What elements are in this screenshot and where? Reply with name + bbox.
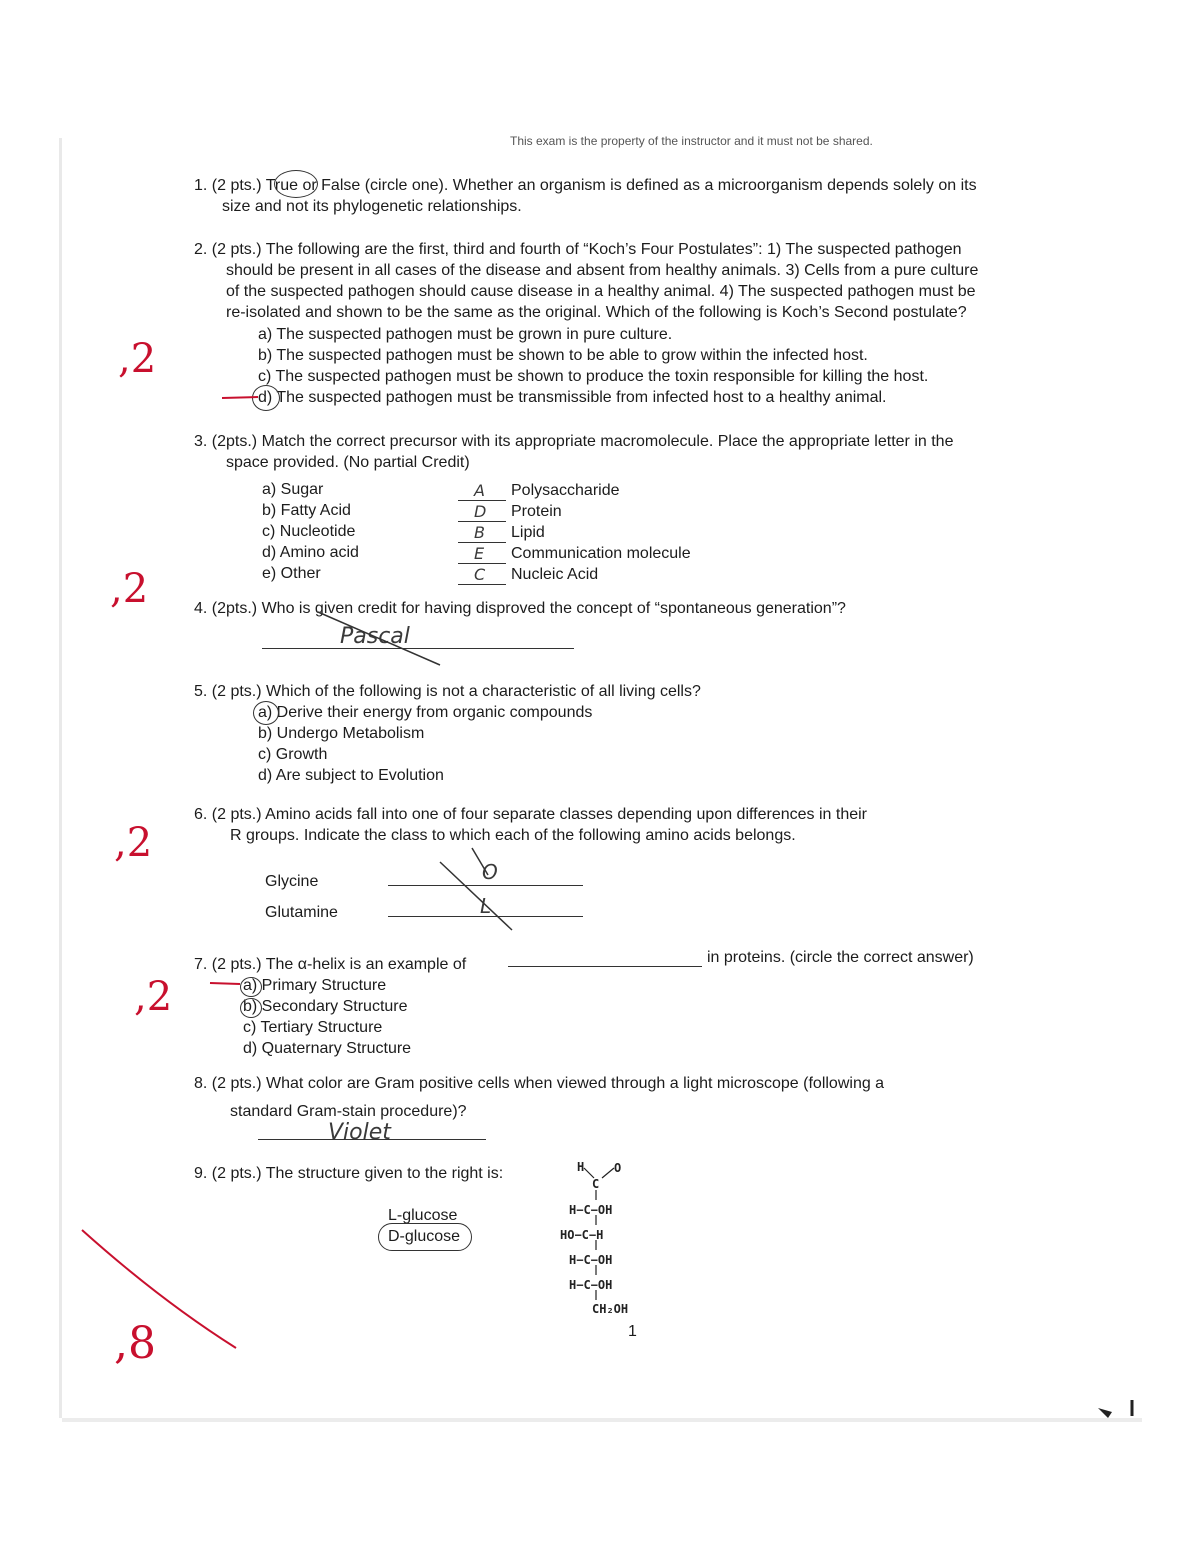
fischer-c4: H−C−OH [569,1253,613,1267]
fischer-o-top: O [614,1161,622,1175]
q5-option-b: b) Undergo Metabolism [258,725,425,742]
grader-mark-3: ,2 [114,820,153,866]
q7-option-a: a) Primary Structure [243,977,387,994]
fischer-c1: C [592,1177,600,1191]
q3-precursor-d: d) Amino acid [262,544,359,561]
q1-line1: 1. (2 pts.) True or False (circle one). Whether an organism is defined as a microorganism depends solely on its [194,177,977,194]
fischer-c6: CH₂OH [592,1302,629,1316]
q5-line1: 5. (2 pts.) Which of the following is not a characteristic of all living cells? [194,683,701,700]
q6-line1: 6. (2 pts.) Amino acids fall into one of four separate classes depending upon differences in their [194,806,867,823]
q3-macromolecule-4: Communication molecule [511,545,691,562]
q9-option-d: D-glucose [388,1228,461,1245]
q2-line2: should be present in all cases of the disease and absent from healthy animals. 3) Cells from a pure culture [226,262,979,279]
q2-line4: re-isolated and shown to be the same as the original. Which of the following is Koch’s Second postulate? [226,304,967,321]
q3-macromolecule-5: Nucleic Acid [511,566,599,583]
q3-answer-1: A [474,481,485,500]
fischer-c2: H−C−OH [569,1203,613,1217]
q7-line1-end: in proteins. (circle the correct answer) [707,949,974,966]
grader-mark-2: ,2 [110,566,149,612]
q3-macromolecule-1: Polysaccharide [511,482,620,499]
q7-line1: 7. (2 pts.) The α-helix is an example of [194,956,467,973]
q2-option-d: d) The suspected pathogen must be transmissible from infected host to a healthy animal. [258,389,887,406]
q3-macromolecule-3: Lipid [511,524,545,541]
q6-item-glycine: Glycine [265,873,319,890]
q3-answer-2: D [474,502,487,521]
q7-option-d: d) Quaternary Structure [243,1040,412,1057]
grader-mark-5: ,8 [114,1318,156,1369]
q6-check-stroke [440,862,512,930]
q2-option-b: b) The suspected pathogen must be shown to be able to grow within the infected host. [258,347,868,364]
fischer-c3: HO−C−H [560,1228,604,1242]
q6-line2: R groups. Indicate the class to which each of the following amino acids belongs. [230,827,796,844]
q3-precursor-b: b) Fatty Acid [262,502,351,519]
q2-option-c: c) The suspected pathogen must be shown to produce the toxin responsible for killing the host. [258,368,929,385]
q6-check-stroke-2 [472,848,488,875]
q3-answer-5: C [474,565,486,584]
grader-mark-4: ,2 [134,974,173,1020]
q8-line1: 8. (2 pts.) What color are Gram positive cells when viewed through a light microscope (following a [194,1075,885,1092]
q5-option-a: a) Derive their energy from organic compounds [258,704,593,721]
q8-answer: Violet [328,1120,391,1145]
q7-option-b: b) Secondary Structure [243,998,408,1015]
q9-option-l: L-glucose [388,1207,458,1224]
q8-line2: standard Gram-stain procedure)? [230,1103,467,1120]
q3-answer-4: E [474,544,485,563]
scan-artifact [1098,1408,1112,1418]
q4-answer: Pascal [340,624,410,649]
q3-answer-3: B [474,523,485,542]
page-number: 1 [628,1323,637,1340]
q7-option-c: c) Tertiary Structure [243,1019,383,1036]
q5-option-c: c) Growth [258,746,328,763]
q6-answer-glutamine: L [480,894,492,918]
header-notice: This exam is the property of the instructor and it must not be shared. [510,134,873,148]
q3-macromolecule-2: Protein [511,503,562,520]
q1-line2: size and not its phylogenetic relationships. [222,198,522,215]
fischer-h-top: H [577,1160,585,1174]
fischer-aldehyde-bonds [584,1168,614,1178]
red-slash [82,1230,236,1348]
q6-item-glutamine: Glutamine [265,904,338,921]
grader-mark-1: ,2 [118,336,157,382]
q7-red-tick [210,983,240,984]
q3-line1: 3. (2pts.) Match the correct precursor with its appropriate macromolecule. Place the appropriate letter in the [194,433,954,450]
q2-option-a: a) The suspected pathogen must be grown in pure culture. [258,326,673,343]
q2-line1: 2. (2 pts.) The following are the first, third and fourth of “Koch’s Four Postulates”: 1) The suspected pathogen [194,241,962,258]
q4-line1: 4. (2pts.) Who is given credit for having disproved the concept of “spontaneous generation”? [194,600,846,617]
fischer-c5: H−C−OH [569,1278,613,1292]
q4-check-stroke [318,612,440,665]
q2-line3: of the suspected pathogen should cause disease in a healthy animal. 4) The suspected pathogen must be [226,283,976,300]
q9-line1: 9. (2 pts.) The structure given to the right is: [194,1165,504,1182]
q3-line2: space provided. (No partial Credit) [226,454,470,471]
q5-option-d: d) Are subject to Evolution [258,767,444,784]
q3-precursor-c: c) Nucleotide [262,523,356,540]
q3-precursor-a: a) Sugar [262,481,324,498]
q3-precursor-e: e) Other [262,565,321,582]
q2-red-tick [222,397,258,398]
q6-answer-glycine: O [482,860,498,884]
